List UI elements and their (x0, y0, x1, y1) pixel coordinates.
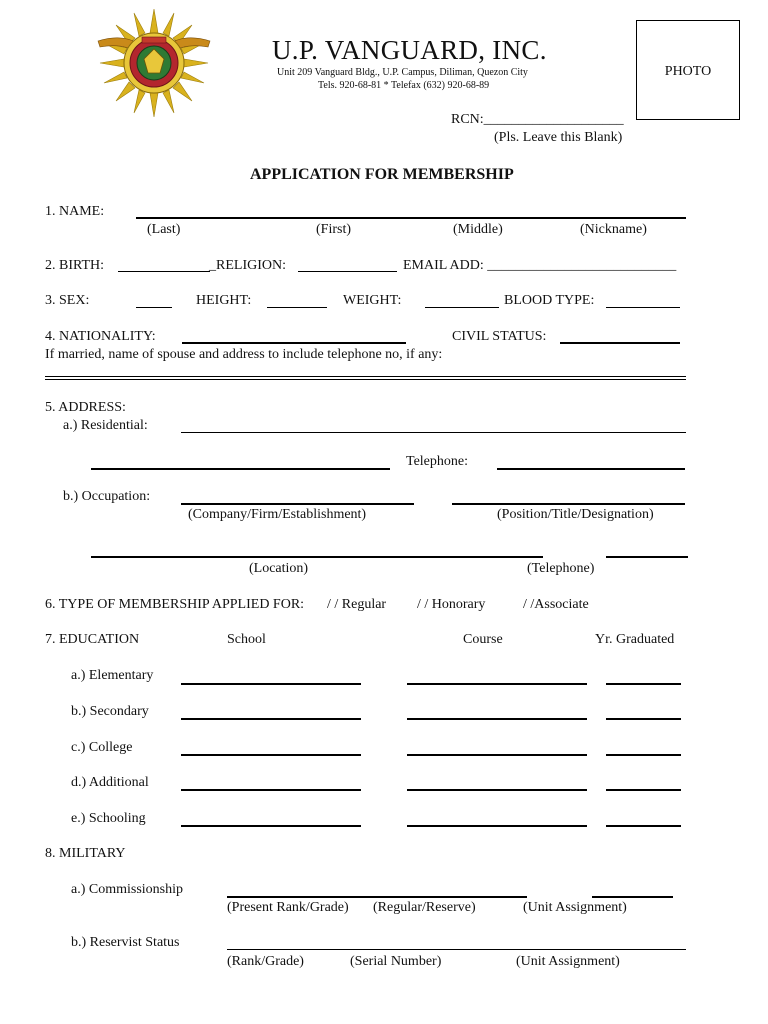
residential-input-line[interactable] (181, 432, 686, 433)
religion-label: _RELIGION: (209, 258, 286, 273)
membership-option-regular[interactable]: / / Regular (327, 597, 387, 612)
height-input-line[interactable] (267, 307, 327, 308)
education-row-label: a.) Elementary (71, 668, 154, 683)
spouse-input-line-2[interactable] (45, 379, 686, 380)
membership-option-honorary[interactable]: / / Honorary (417, 597, 486, 612)
education-year-line[interactable] (606, 718, 681, 720)
organization-seal-logo (96, 8, 212, 118)
sub-unit-assignment: (Unit Assignment) (523, 900, 627, 915)
name-sub-nickname: (Nickname) (580, 222, 647, 237)
education-col-school: School (227, 632, 266, 647)
weight-label: WEIGHT: (343, 293, 402, 308)
spouse-input-line-1[interactable] (45, 376, 686, 377)
residential-telephone-line[interactable] (497, 468, 685, 470)
education-course-line[interactable] (407, 754, 587, 756)
education-school-line[interactable] (181, 718, 361, 720)
civil-status-input-line[interactable] (560, 342, 680, 344)
spouse-note: If married, name of spouse and address to include telephone no, if any: (45, 347, 443, 362)
residential-label: a.) Residential: (63, 418, 148, 433)
reservist-input-line[interactable] (227, 949, 686, 950)
residential-input-line-2[interactable] (91, 468, 390, 470)
sub-company: (Company/Firm/Establishment) (188, 507, 367, 522)
education-course-line[interactable] (407, 825, 587, 827)
weight-input-line[interactable] (425, 307, 499, 308)
position-input-line[interactable] (452, 503, 685, 505)
education-school-line[interactable] (181, 789, 361, 791)
sub-location: (Location) (249, 561, 309, 576)
education-course-line[interactable] (407, 789, 587, 791)
occupation-telephone-line[interactable] (606, 556, 688, 558)
education-col-year: Yr. Graduated (595, 632, 675, 647)
organization-address: Unit 209 Vanguard Bldg., U.P. Campus, Diliman, Quezon City (277, 67, 528, 78)
birth-label: 2. BIRTH: (45, 258, 105, 273)
education-school-line[interactable] (181, 754, 361, 756)
photo-label: PHOTO (664, 64, 712, 79)
education-course-line[interactable] (407, 718, 587, 720)
address-label: 5. ADDRESS: (45, 400, 126, 415)
education-row-label: b.) Secondary (71, 704, 149, 719)
sub-unit-assignment-2: (Unit Assignment) (516, 954, 620, 969)
education-col-course: Course (463, 632, 503, 647)
sub-regular-reserve: (Regular/Reserve) (373, 900, 476, 915)
education-year-line[interactable] (606, 683, 681, 685)
civil-status-label: CIVIL STATUS: (452, 329, 547, 344)
education-year-line[interactable] (606, 789, 681, 791)
education-school-line[interactable] (181, 825, 361, 827)
military-label: 8. MILITARY (45, 846, 126, 861)
company-input-line[interactable] (181, 503, 414, 505)
education-year-line[interactable] (606, 754, 681, 756)
location-input-line[interactable] (91, 556, 543, 558)
education-label: 7. EDUCATION (45, 632, 140, 647)
sex-label: 3. SEX: (45, 293, 90, 308)
name-sub-last: (Last) (147, 222, 181, 237)
reservist-status-label: b.) Reservist Status (71, 935, 180, 950)
education-row-label: e.) Schooling (71, 811, 146, 826)
telephone-label: Telephone: (406, 454, 468, 469)
organization-name: U.P. VANGUARD, INC. (272, 35, 547, 65)
commissionship-input-line[interactable] (227, 896, 527, 898)
sex-input-line[interactable] (136, 307, 172, 308)
birth-input-line[interactable] (118, 271, 210, 272)
religion-input-line[interactable] (298, 271, 397, 272)
blood-type-label: BLOOD TYPE: (504, 293, 595, 308)
name-input-line[interactable] (136, 217, 686, 219)
email-label[interactable]: EMAIL ADD: ___________________________ (403, 258, 677, 273)
commissionship-label: a.) Commissionship (71, 882, 184, 897)
occupation-label: b.) Occupation: (63, 489, 151, 504)
education-row-label: c.) College (71, 740, 133, 755)
nationality-input-line[interactable] (182, 342, 406, 344)
rcn-note: (Pls. Leave this Blank) (494, 130, 623, 145)
blood-type-input-line[interactable] (606, 307, 680, 308)
name-label: 1. NAME: (45, 204, 105, 219)
rcn-field[interactable]: RCN:____________________ (451, 112, 624, 127)
name-sub-first: (First) (316, 222, 351, 237)
commissionship-unit-line[interactable] (592, 896, 673, 898)
nationality-label: 4. NATIONALITY: (45, 329, 156, 344)
sub-rank-grade: (Rank/Grade) (227, 954, 304, 969)
sub-serial-number: (Serial Number) (350, 954, 442, 969)
sub-position: (Position/Title/Designation) (497, 507, 654, 522)
sub-present-rank: (Present Rank/Grade) (227, 900, 349, 915)
organization-phone: Tels. 920-68-81 * Telefax (632) 920-68-89 (318, 80, 490, 91)
education-course-line[interactable] (407, 683, 587, 685)
education-year-line[interactable] (606, 825, 681, 827)
membership-option-associate[interactable]: / /Associate (523, 597, 589, 612)
education-row-label: d.) Additional (71, 775, 149, 790)
education-school-line[interactable] (181, 683, 361, 685)
photo-box (636, 20, 740, 120)
sub-telephone: (Telephone) (527, 561, 595, 576)
membership-label: 6. TYPE OF MEMBERSHIP APPLIED FOR: (45, 597, 305, 612)
form-title: APPLICATION FOR MEMBERSHIP (250, 166, 514, 183)
height-label: HEIGHT: (196, 293, 252, 308)
name-sub-middle: (Middle) (453, 222, 503, 237)
